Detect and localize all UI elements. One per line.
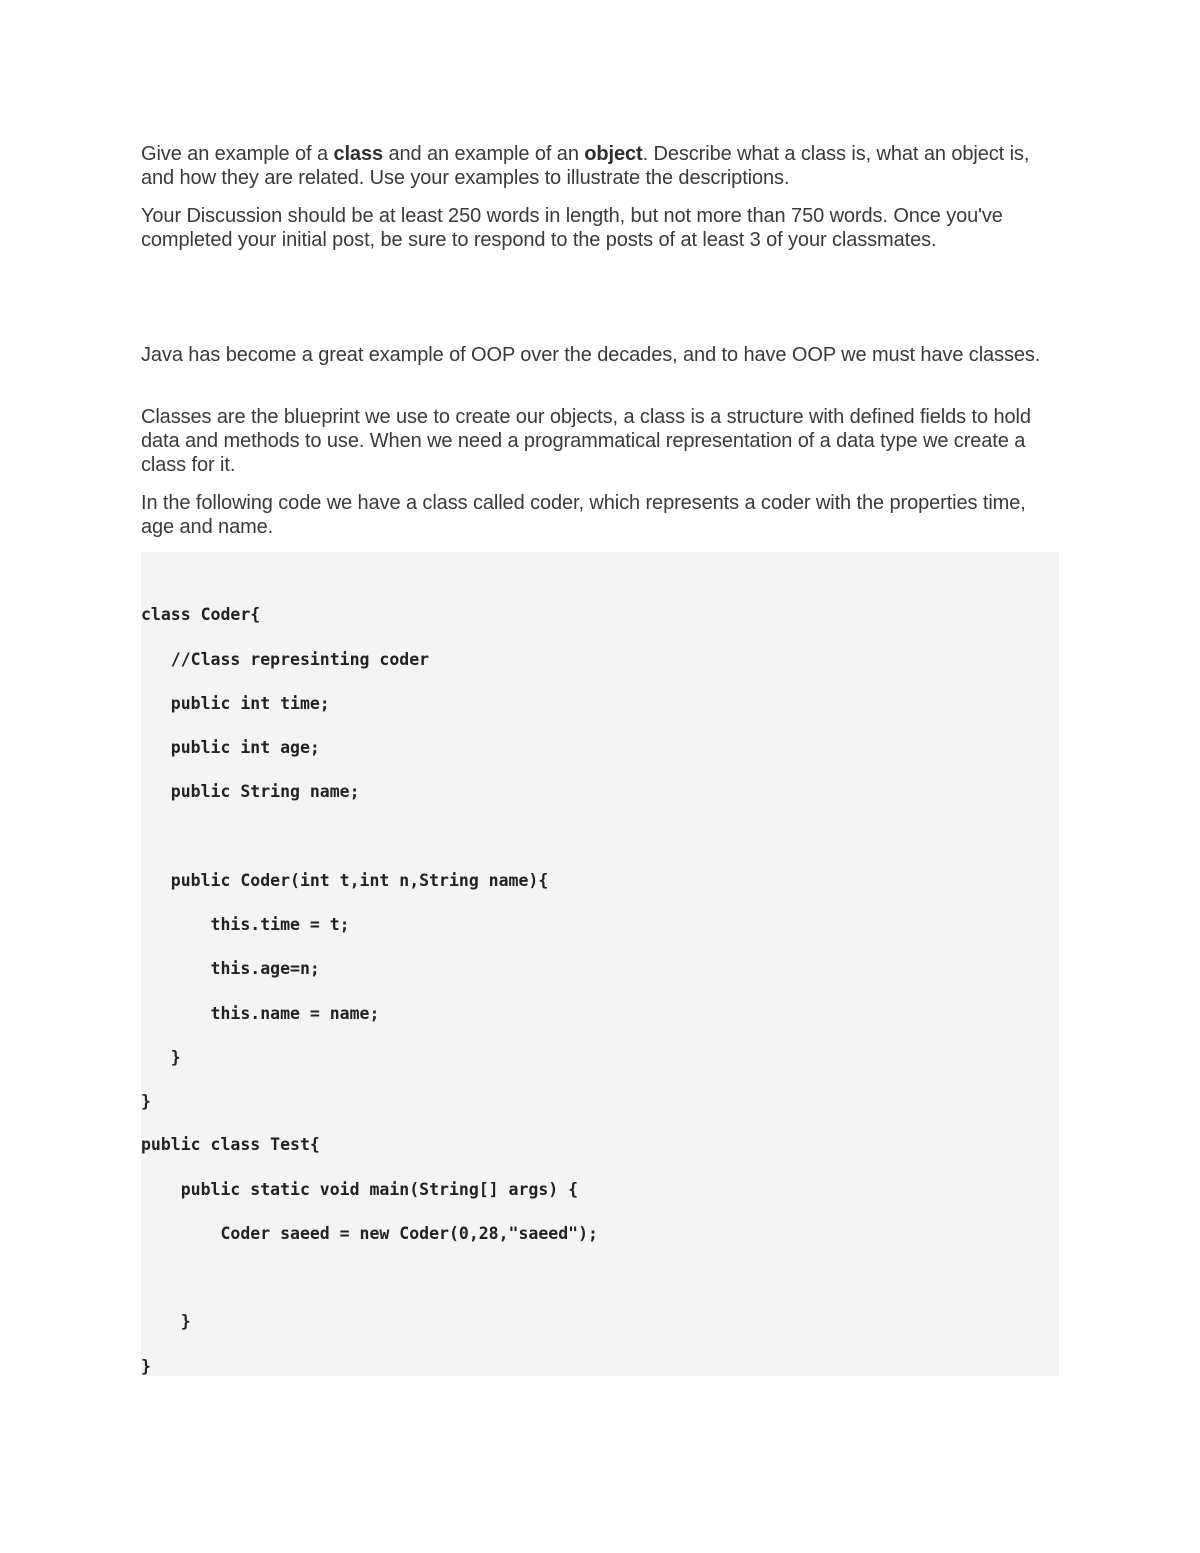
code-line-10: }: [141, 1048, 181, 1067]
answer-paragraph-1: Java has become a great example of OOP over the decades, and to have OOP we must have classes.: [141, 344, 1041, 366]
code-line-1: class Coder{: [141, 605, 261, 624]
code-line-15: }: [141, 1312, 191, 1331]
code-line-8: this.age=n;: [141, 959, 320, 978]
prompt-text-part-3: . Describe what a class is, what an object is, and how they are related. Use your examples to illustrate the descriptions.: [141, 143, 1030, 189]
prompt-paragraph-2: Your Discussion should be at least 250 words in length, but not more than 750 words. Once you've completed your initial post, be sure to respond to the posts of at least 3 of your classmates.: [141, 205, 1003, 251]
code-line-2: //Class represinting coder: [141, 650, 430, 669]
code-line-7: this.time = t;: [141, 915, 350, 934]
code-line-3: public int time;: [141, 694, 330, 713]
prompt-bold-object: object: [584, 143, 643, 165]
prompt-text-part-2: and an example of an: [383, 143, 585, 165]
answer-paragraph-3: In the following code we have a class called coder, which represents a coder with the properties time, age and name.: [141, 492, 1026, 538]
answer-paragraph-2: Classes are the blueprint we use to create our objects, a class is a structure with defined fields to hold data and methods to use. When we need a programmatical representation of a data type we create a class for it.: [141, 406, 1031, 476]
code-line-13: public static void main(String[] args) {: [141, 1180, 579, 1199]
code-line-16: }: [141, 1357, 151, 1376]
code-block: [141, 552, 1059, 1376]
code-line-12: public class Test{: [141, 1135, 320, 1154]
prompt-paragraph-1: [141, 142, 1046, 190]
prompt-text-part-1: Give an example of a: [141, 143, 334, 165]
code-line-9: this.name = name;: [141, 1004, 380, 1023]
code-line-5: public String name;: [141, 782, 360, 801]
code-line-14: Coder saeed = new Coder(0,28,"saeed");: [141, 1224, 598, 1243]
prompt-bold-class: class: [333, 143, 384, 165]
code-line-4: public int age;: [141, 738, 320, 757]
code-line-11: }: [141, 1092, 151, 1111]
code-line-6: public Coder(int t,int n,String name){: [141, 871, 549, 890]
